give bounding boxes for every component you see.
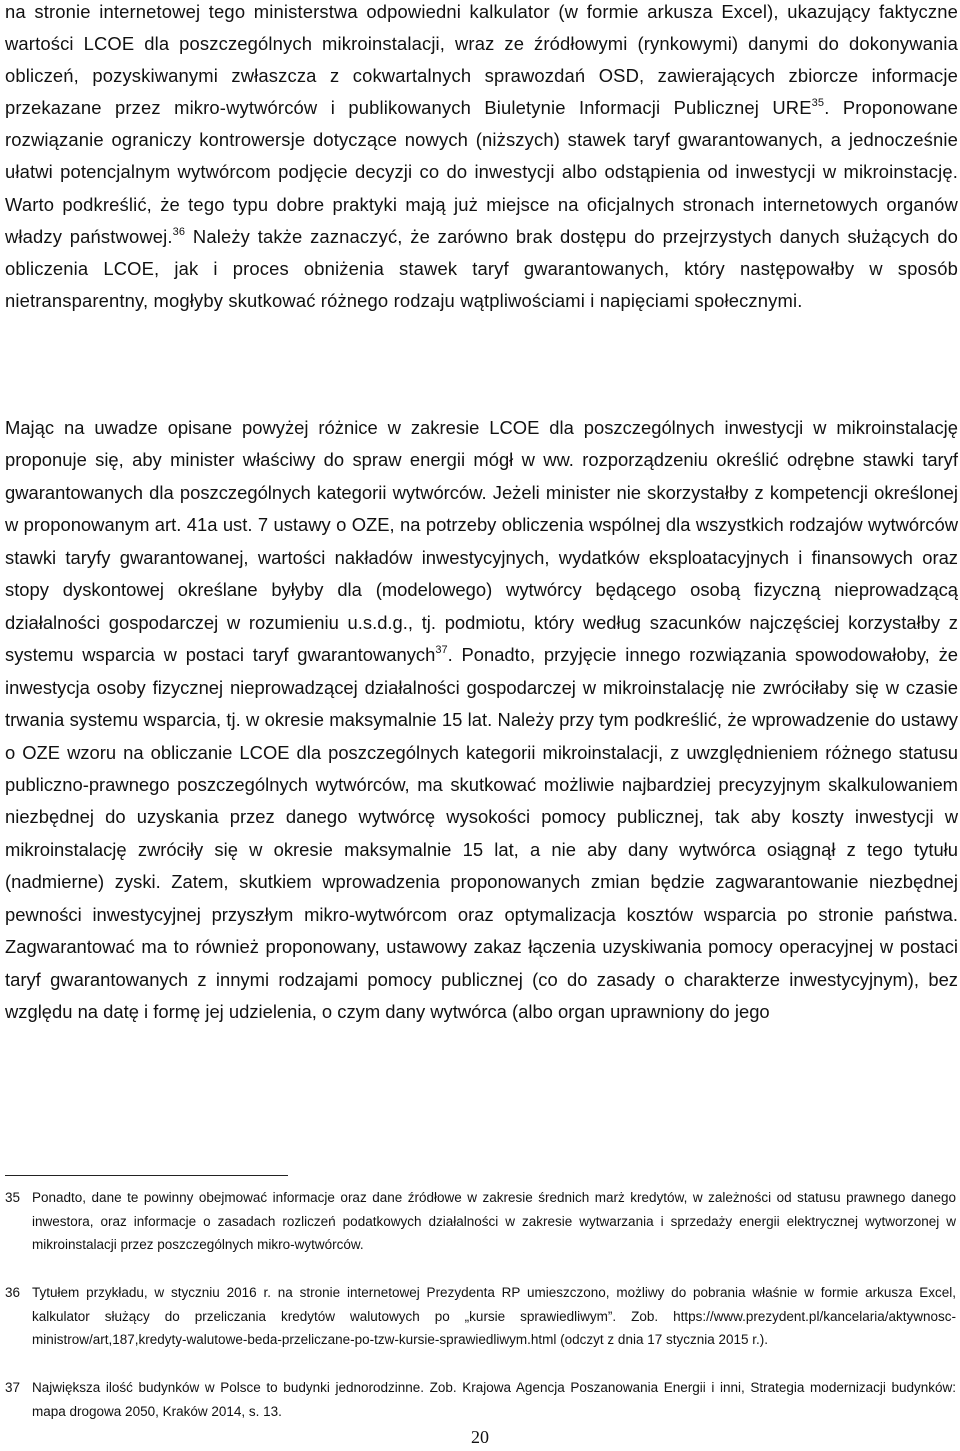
body-paragraph-1: [5, 0, 958, 317]
page-number: 20: [471, 1427, 489, 1447]
footnote-number: 37: [5, 1380, 21, 1395]
footnote-text: Największa ilość budynków w Polsce to budynki jednorodzinne. Zob. Krajowa Agencja Poszanowania Energii i inni, Strategia modernizacji budynków: mapa drogowa 2050, Kraków 2014, s. 13.: [32, 1380, 956, 1419]
footnote-separator: [5, 1175, 288, 1176]
footnote-number: 35: [5, 1190, 21, 1205]
footnote-ref-35[interactable]: 35: [811, 97, 825, 110]
footnote-text: Ponadto, dane te powinny obejmować informacje oraz dane źródłowe w zakresie średnich marż kredytów, w zależności od statusu prawnego danego inwestora, oraz informacje o zasadach rozliczeń podatkowych działalności w zakresie wytwarzania i sprzedaży energii elektrycznej wytworzonej w mikroinstalacji przez poszczególnych mikro-wytwórców.: [32, 1190, 956, 1252]
paragraph-1-text-b: . Proponowane rozwiązanie ograniczy kontrowersje dotyczące nowych (niższych) stawek taryf gwarantowanych, a jednocześnie ułatwi potencjalnym wytwórcom podjęcie decyzji co do inwestycji albo odstąpienia od inwestycji w mikroinstację. Warto podkreślić, że tego typu dobre praktyki mają już miejsce na oficjalnych stronach internetowych organów władzy państwowej.: [5, 97, 958, 247]
paragraph-1-text-c: Należy także zaznaczyć, że zarówno brak dostępu do przejrzystych danych służących do obliczenia LCOE, jak i proces obniżenia stawek taryf gwarantowanych, który następowałby w sposób nietransparentny, mogłyby skutkować różnego rodzaju wątpliwościami i napięciami społecznymi.: [5, 225, 958, 311]
paragraph-2-text-b: . Ponadto, przyjęcie innego rozwiązania spowodowałoby, że inwestycja osoby fizycznej nieprowadzącej działalności gospodarczej w mikroinstalację nie zwróciłaby się w czasie trwania systemu wsparcia, tj. w okresie maksymalnie 15 lat. Należy przy tym podkreślić, że wprowadzenie do ustawy o OZE wzoru na obliczanie LCOE dla poszczególnych kategorii mikroinstalacji, z uwzględnieniem różnego statusu publiczno-prawnego poszczególnych wytwórców, ma skutkować możliwie najbardziej precyzyjnym skalkulowaniem niezbędnej do uzyskania przez danego wytwórcę wysokości pomocy publicznej, tak aby koszty inwestycji w mikroinstalację zwróciły się w okresie maksymalnie 15 lat, a nie aby dany wytwórca osiągnął z tego tytułu (nadmierne) zyski. Zatem, skutkiem wprowadzenia proponowanych zmian będzie zagwarantowanie niezbędnej pewności inwestycyjnej przyszłym mikro-wytwórcom oraz optymalizacja kosztów wsparcia po stronie państwa. Zagwarantować ma to również proponowany, ustawowy zakaz łączenia uzyskiwania pomocy operacyjnej w postaci taryf gwarantowanych z innymi rodzajami pomocy publicznej (co do zasady o charakterze inwestycyjnym), bez względu na datę i formę jej udzielenia, o czym dany wytwórca (albo organ uprawniony do jego: [5, 644, 958, 1023]
body-paragraph-2: [5, 412, 958, 1029]
footnote-35: [0, 1186, 958, 1257]
footnote-ref-37[interactable]: 37: [435, 644, 448, 657]
footnote-37: [0, 1376, 958, 1423]
paragraph-2-text-a: Mając na uwadze opisane powyżej różnice w zakresie LCOE dla poszczególnych inwestycji w mikroinstalację proponuje się, aby minister właściwy do spraw energii mógł w ww. rozporządzeniu określić odrębne stawki taryf gwarantowanych dla poszczególnych kategorii wytwórców. Jeżeli minister nie skorzystałby z kompetencji określonej w proponowanym art. 41a ust. 7 ustawy o OZE, na potrzeby obliczenia wspólnej dla wszystkich rodzajów wytwórców stawki taryfy gwarantowanej, wartości nakładów inwestycyjnych, wydatków eksploatacyjnych i finansowych oraz stopy dyskontowej określane byłyby dla (modelowego) wytwórcy będącego osobą fizyczną nieprowadzącą działalności gospodarczej w rozumieniu u.s.d.g., tj. podmiotu, który według szacunków najczęściej korzystałby z systemu wsparcia w postaci taryf gwarantowanych: [5, 417, 958, 666]
paragraph-1-text-a: na stronie internetowej tego ministerstwa odpowiedni kalkulator (w formie arkusza Excel), ukazujący faktyczne wartości LCOE dla poszczególnych mikroinstalacji, wraz ze źródłowymi (rynkowymi) danymi do dokonywania obliczeń, pozyskiwanymi zwłaszcza z cokwartalnych sprawozdań OSD, zawierających zbiorcze informacje przekazane przez mikro-wytwórców i publikowanych Biuletynie Informacji Publicznej URE: [5, 1, 958, 119]
footnote-text: Tytułem przykładu, w styczniu 2016 r. na stronie internetowej Prezydenta RP umieszczono, możliwy do pobrania właśnie w formie arkusza Excel, kalkulator służący do przeliczania kredytów walutowych po „kursie sprawiedliwym”. Zob. https://www.prezydent.pl/kancelaria/aktywnosc-ministrow/art,187,kredyty-walutowe-beda-przeliczane-po-tzw-kursie-sprawiedliwym.html (odczyt z dnia 17 stycznia 2015 r.).: [32, 1285, 956, 1347]
footnote-number: 36: [5, 1285, 21, 1300]
footnote-ref-36[interactable]: 36: [172, 225, 186, 238]
footnote-36: [0, 1281, 958, 1352]
